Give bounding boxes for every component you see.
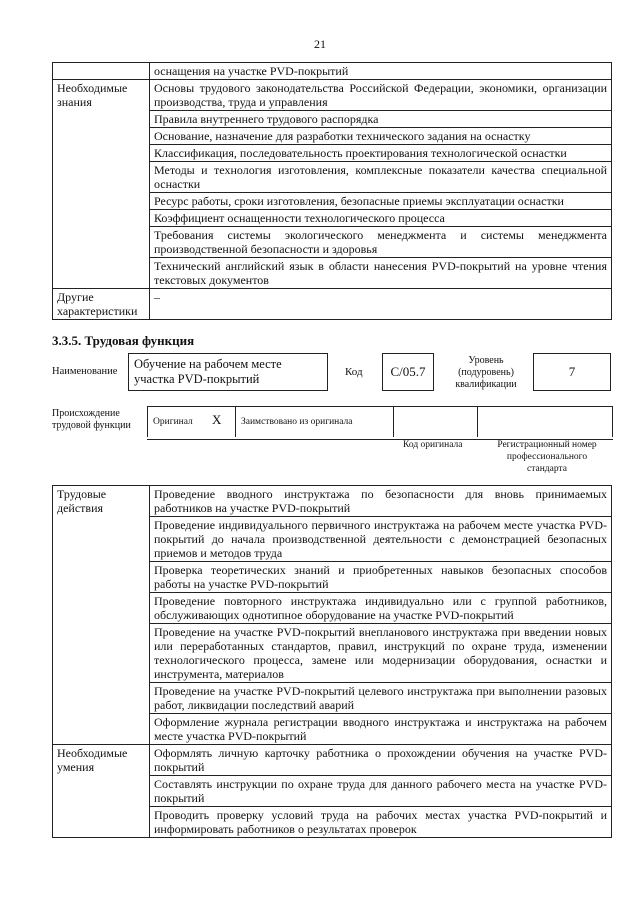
row-heading <box>53 63 150 80</box>
table-cell: Коэффициент оснащенности технологического процесса <box>150 210 612 227</box>
table-cell: Составлять инструкции по охране труда для данного рабочего места на участке PVD-покрытий <box>150 776 612 807</box>
origin-divider <box>393 407 394 437</box>
table-cell: Проведение индивидуального первичного инструктажа на рабочем месте участка PVD-покрытий до начала производственной деятельности с демонстрацией безопасных приемов и методов труда <box>150 517 612 562</box>
table-cell: Методы и технология изготовления, комплексные показатели качества специальной оснастки <box>150 162 612 193</box>
level-label: Уровень (подуровень) квалификации <box>455 355 517 390</box>
level-value-box: 7 <box>533 353 611 391</box>
table-cell: Проверка теоретических знаний и приобретенных навыков безопасных способов работы на участке PVD-покрытий <box>150 562 612 593</box>
table-cell: Оформлять личную карточку работника о прохождении обучения на участке PVD-покрытий <box>150 745 612 776</box>
actions-table <box>52 485 612 838</box>
table-cell: Основание, назначение для разработки технического задания на оснастку <box>150 128 612 145</box>
table-cell: Проведение на участке PVD-покрытий внепланового инструктажа при введении новых или переработанных стандартов, правил, инструкций по охране труда, изменении технологического процесса, замене или модернизации оборудования, оснастки и инструмента, материалов <box>150 624 612 683</box>
origin-divider <box>235 407 236 437</box>
page-number: 21 <box>314 37 326 51</box>
table-cell: – <box>150 289 612 320</box>
row-heading: Необходимые умения <box>53 745 150 838</box>
table-cell: Ресурс работы, сроки изготовления, безопасные приемы эксплуатации оснастки <box>150 193 612 210</box>
table-row <box>53 745 612 776</box>
original-label: Оригинал <box>153 417 193 427</box>
table-cell: Классификация, последовательность проектирования технологической оснастки <box>150 145 612 162</box>
table-cell: Оформление журнала регистрации вводного инструктажа и инструктажа на рабочем месте участка PVD-покрытий <box>150 714 612 745</box>
code-value-box: С/05.7 <box>382 353 434 391</box>
table-cell: Основы трудового законодательства Российской Федерации, экономики, организации производства, труда и управления <box>150 80 612 111</box>
reg-number-label: Регистрационный номер профессионального стандарта <box>497 440 597 474</box>
function-name-box: Обучение на рабочем месте участка PVD-покрытий <box>128 353 328 391</box>
origin-label: Происхождение трудовой функции <box>52 408 131 431</box>
table-cell: Технический английский язык в области нанесения PVD-покрытий на уровне чтения текстовых документов <box>150 258 612 289</box>
origin-divider <box>477 407 478 437</box>
name-label: Наименование <box>52 366 118 377</box>
borrowed-label: Заимствовано из оригинала <box>241 417 353 427</box>
table-cell: Проведение вводного инструктажа по безопасности для вновь принимаемых работников на участке PVD-покрытий <box>150 486 612 517</box>
row-heading: Необходимые знания <box>53 80 150 289</box>
row-heading: Трудовые действия <box>53 486 150 745</box>
table-row <box>53 63 612 80</box>
origin-divider <box>147 407 148 437</box>
table-cell: Проводить проверку условий труда на рабочих местах участка PVD-покрытий и информировать работников о результатах проверок <box>150 807 612 838</box>
table-cell: Проведение на участке PVD-покрытий целевого инструктажа при выполнении разовых работ, ликвидации последствий аварий <box>150 683 612 714</box>
row-heading: Другие характеристики <box>53 289 150 320</box>
original-mark: X <box>212 412 222 427</box>
section-title: 3.3.5. Трудовая функция <box>52 333 195 348</box>
origin-divider <box>612 407 613 437</box>
table-cell: оснащения на участке PVD-покрытий <box>150 63 612 80</box>
code-label: Код <box>345 366 363 378</box>
knowledge-table <box>52 62 612 320</box>
code-original-label: Код оригинала <box>403 440 463 450</box>
table-row <box>53 80 612 111</box>
table-cell: Требования системы экологического менеджмента и системы менеджмента производственной безопасности и здоровья <box>150 227 612 258</box>
table-cell: Проведение повторного инструктажа индивидуально или с группой работников, обслуживающих однотипное оборудование на участке PVD-покрытий <box>150 593 612 624</box>
table-cell: Правила внутреннего трудового распорядка <box>150 111 612 128</box>
origin-row <box>147 406 613 440</box>
table-row <box>53 486 612 517</box>
table-row <box>53 289 612 320</box>
